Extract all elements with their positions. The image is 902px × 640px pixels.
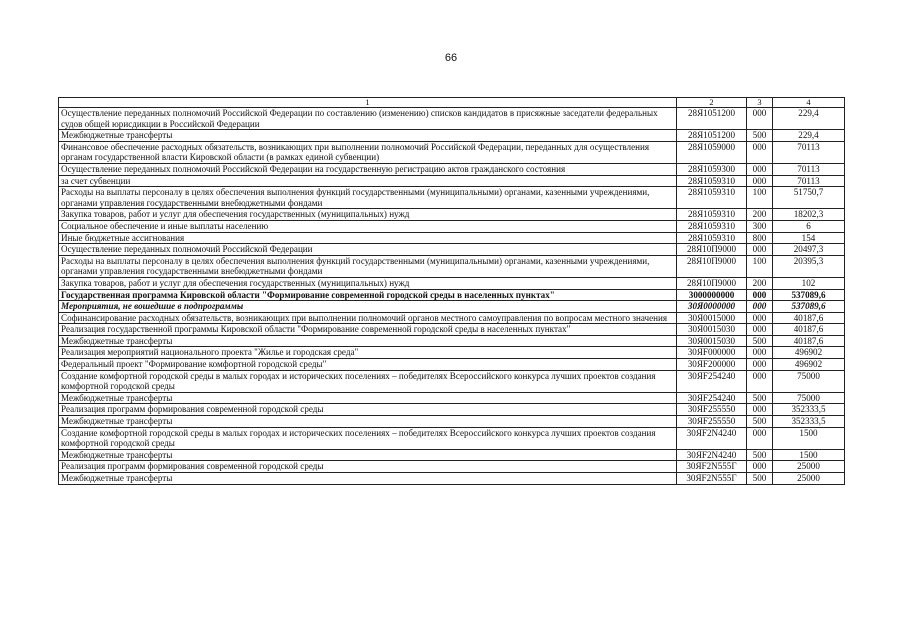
column-header-code: 2 [677, 98, 747, 108]
row-type-cell: 000 [747, 175, 773, 187]
table-row [59, 312, 845, 324]
row-code-cell: 3000000000 [677, 289, 747, 301]
table-row [59, 130, 845, 142]
table-row [59, 347, 845, 359]
row-name-cell: Софинансирование расходных обязательств, возникающих при выполнении полномочий органов местного самоуправления по вопросам местного значения [59, 312, 677, 324]
row-type-cell: 500 [747, 416, 773, 428]
table-row [59, 209, 845, 221]
row-type-cell: 000 [747, 108, 773, 130]
table-row [59, 232, 845, 244]
row-code-cell: 30Я0015030 [677, 324, 747, 336]
row-type-cell: 000 [747, 141, 773, 163]
row-name-cell: Социальное обеспечение и иные выплаты населению [59, 220, 677, 232]
row-code-cell: 30Я0015000 [677, 312, 747, 324]
table-row [59, 404, 845, 416]
row-name-cell: Межбюджетные трансферты [59, 392, 677, 404]
row-code-cell: 30Я0000000 [677, 301, 747, 313]
row-amount-cell: 496902 [773, 347, 845, 359]
row-code-cell: 28Я10П9000 [677, 255, 747, 277]
table-row [59, 449, 845, 461]
row-name-cell: Создание комфортной городской среды в малых городах и исторических поселениях – победителях Всероссийского конкурса лучших проектов создания комфортной городской среды [59, 427, 677, 449]
budget-table [58, 97, 845, 485]
row-code-cell: 30ЯF254240 [677, 392, 747, 404]
row-amount-cell: 70113 [773, 163, 845, 175]
row-code-cell: 28Я10П9000 [677, 277, 747, 289]
row-code-cell: 30ЯF200000 [677, 359, 747, 371]
row-code-cell: 30ЯF255550 [677, 416, 747, 428]
table-row [59, 163, 845, 175]
table-row [59, 244, 845, 256]
row-type-cell: 000 [747, 404, 773, 416]
table-row [59, 255, 845, 277]
row-amount-cell: 1500 [773, 427, 845, 449]
column-header-type: 3 [747, 98, 773, 108]
row-name-cell: Финансовое обеспечение расходных обязательств, возникающих при выполнении полномочий Российской Федерации, переданных для осуществления органам государственной власти Кировской области (в рамках единой субвенции) [59, 141, 677, 163]
row-amount-cell: 40187,6 [773, 324, 845, 336]
row-type-cell: 300 [747, 220, 773, 232]
row-code-cell: 28Я1059310 [677, 209, 747, 221]
row-type-cell: 000 [747, 312, 773, 324]
row-amount-cell: 352333,5 [773, 404, 845, 416]
row-type-cell: 000 [747, 427, 773, 449]
row-type-cell: 000 [747, 301, 773, 313]
row-type-cell: 000 [747, 347, 773, 359]
row-name-cell: Осуществление переданных полномочий Российской Федерации [59, 244, 677, 256]
row-name-cell: Реализация государственной программы Кировской области "Формирование современной городской среды в населенных пунктах" [59, 324, 677, 336]
row-name-cell: Иные бюджетные ассигнования [59, 232, 677, 244]
row-name-cell: Осуществление переданных полномочий Российской Федерации на государственную регистрацию актов гражданского состояния [59, 163, 677, 175]
row-amount-cell: 70113 [773, 175, 845, 187]
row-name-cell: Расходы на выплаты персоналу в целях обеспечения выполнения функций государственными (муниципальными) органами, казенными учреждениями, органами управления государственными внебюджетными фондами [59, 187, 677, 209]
row-amount-cell: 20497,3 [773, 244, 845, 256]
row-code-cell: 28Я1059310 [677, 175, 747, 187]
row-code-cell: 28Я1051200 [677, 130, 747, 142]
row-amount-cell: 75000 [773, 392, 845, 404]
row-amount-cell: 496902 [773, 359, 845, 371]
row-type-cell: 000 [747, 324, 773, 336]
table-row [59, 324, 845, 336]
row-name-cell: Федеральный проект "Формирование комфортной городской среды" [59, 359, 677, 371]
column-header-name: 1 [59, 98, 677, 108]
row-code-cell: 28Я1059310 [677, 232, 747, 244]
row-code-cell: 28Я1059000 [677, 141, 747, 163]
row-code-cell: 28Я1059300 [677, 163, 747, 175]
row-amount-cell: 1500 [773, 449, 845, 461]
table-row [59, 416, 845, 428]
table-row [59, 359, 845, 371]
row-name-cell: Межбюджетные трансферты [59, 130, 677, 142]
table-row [59, 473, 845, 485]
row-amount-cell: 154 [773, 232, 845, 244]
row-type-cell: 200 [747, 277, 773, 289]
budget-table-body [59, 98, 845, 485]
row-name-cell: Реализация программ формирования современной городской среды [59, 404, 677, 416]
row-amount-cell: 25000 [773, 461, 845, 473]
table-row [59, 175, 845, 187]
table-row [59, 461, 845, 473]
row-code-cell: 30ЯF2N555Г [677, 461, 747, 473]
row-amount-cell: 18202,3 [773, 209, 845, 221]
row-type-cell: 500 [747, 473, 773, 485]
row-name-cell: Осуществление переданных полномочий Российской Федерации по составлению (изменению) списков кандидатов в присяжные заседатели федеральных судов общей юрисдикции в Российской Федерации [59, 108, 677, 130]
row-code-cell: 30ЯF2N4240 [677, 427, 747, 449]
row-code-cell: 30Я0015030 [677, 335, 747, 347]
row-amount-cell: 537089,6 [773, 301, 845, 313]
table-row [59, 187, 845, 209]
row-amount-cell: 352333,5 [773, 416, 845, 428]
table-row [59, 141, 845, 163]
row-amount-cell: 229,4 [773, 130, 845, 142]
row-type-cell: 000 [747, 370, 773, 392]
row-code-cell: 28Я1051200 [677, 108, 747, 130]
row-code-cell: 28Я1059310 [677, 187, 747, 209]
row-type-cell: 200 [747, 209, 773, 221]
page-number: 66 [444, 52, 458, 64]
row-amount-cell: 25000 [773, 473, 845, 485]
table-row [59, 220, 845, 232]
row-type-cell: 000 [747, 163, 773, 175]
row-name-cell: Реализация программ формирования современной городской среды [59, 461, 677, 473]
column-header-amount: 4 [773, 98, 845, 108]
row-name-cell: Государственная программа Кировской области "Формирование современной городской среды в населенных пунктах" [59, 289, 677, 301]
row-name-cell: за счет субвенции [59, 175, 677, 187]
row-amount-cell: 51750,7 [773, 187, 845, 209]
row-code-cell: 30ЯF254240 [677, 370, 747, 392]
table-row [59, 392, 845, 404]
row-code-cell: 28Я10П9000 [677, 244, 747, 256]
row-name-cell: Межбюджетные трансферты [59, 449, 677, 461]
row-type-cell: 500 [747, 392, 773, 404]
table-row [59, 370, 845, 392]
row-code-cell: 28Я1059310 [677, 220, 747, 232]
row-code-cell: 30ЯF2N555Г [677, 473, 747, 485]
row-type-cell: 000 [747, 244, 773, 256]
row-type-cell: 000 [747, 461, 773, 473]
row-name-cell: Мероприятия, не вошедшие в подпрограммы [59, 301, 677, 313]
table-header-row [59, 98, 845, 108]
row-code-cell: 30ЯF2N4240 [677, 449, 747, 461]
table-row [59, 108, 845, 130]
row-name-cell: Реализация мероприятий национального проекта "Жилье и городская среда" [59, 347, 677, 359]
row-type-cell: 500 [747, 335, 773, 347]
row-type-cell: 000 [747, 359, 773, 371]
table-row [59, 277, 845, 289]
table-row [59, 301, 845, 313]
row-code-cell: 30ЯF000000 [677, 347, 747, 359]
row-type-cell: 500 [747, 449, 773, 461]
row-name-cell: Закупка товаров, работ и услуг для обеспечения государственных (муниципальных) нужд [59, 209, 677, 221]
table-row [59, 427, 845, 449]
row-amount-cell: 229,4 [773, 108, 845, 130]
row-name-cell: Создание комфортной городской среды в малых городах и исторических поселениях – победителях Всероссийского конкурса лучших проектов создания комфортной городской среды [59, 370, 677, 392]
row-type-cell: 000 [747, 289, 773, 301]
row-type-cell: 800 [747, 232, 773, 244]
row-name-cell: Закупка товаров, работ и услуг для обеспечения государственных (муниципальных) нужд [59, 277, 677, 289]
row-name-cell: Межбюджетные трансферты [59, 416, 677, 428]
row-name-cell: Расходы на выплаты персоналу в целях обеспечения выполнения функций государственными (муниципальными) органами, казенными учреждениями, органами управления государственными внебюджетными фондами [59, 255, 677, 277]
row-code-cell: 30ЯF255550 [677, 404, 747, 416]
row-amount-cell: 20395,3 [773, 255, 845, 277]
row-type-cell: 100 [747, 255, 773, 277]
row-type-cell: 500 [747, 130, 773, 142]
table-row [59, 289, 845, 301]
row-amount-cell: 75000 [773, 370, 845, 392]
row-type-cell: 100 [747, 187, 773, 209]
row-amount-cell: 40187,6 [773, 335, 845, 347]
row-amount-cell: 537089,6 [773, 289, 845, 301]
row-amount-cell: 40187,6 [773, 312, 845, 324]
row-name-cell: Межбюджетные трансферты [59, 335, 677, 347]
row-amount-cell: 6 [773, 220, 845, 232]
row-name-cell: Межбюджетные трансферты [59, 473, 677, 485]
table-row [59, 335, 845, 347]
row-amount-cell: 102 [773, 277, 845, 289]
row-amount-cell: 70113 [773, 141, 845, 163]
